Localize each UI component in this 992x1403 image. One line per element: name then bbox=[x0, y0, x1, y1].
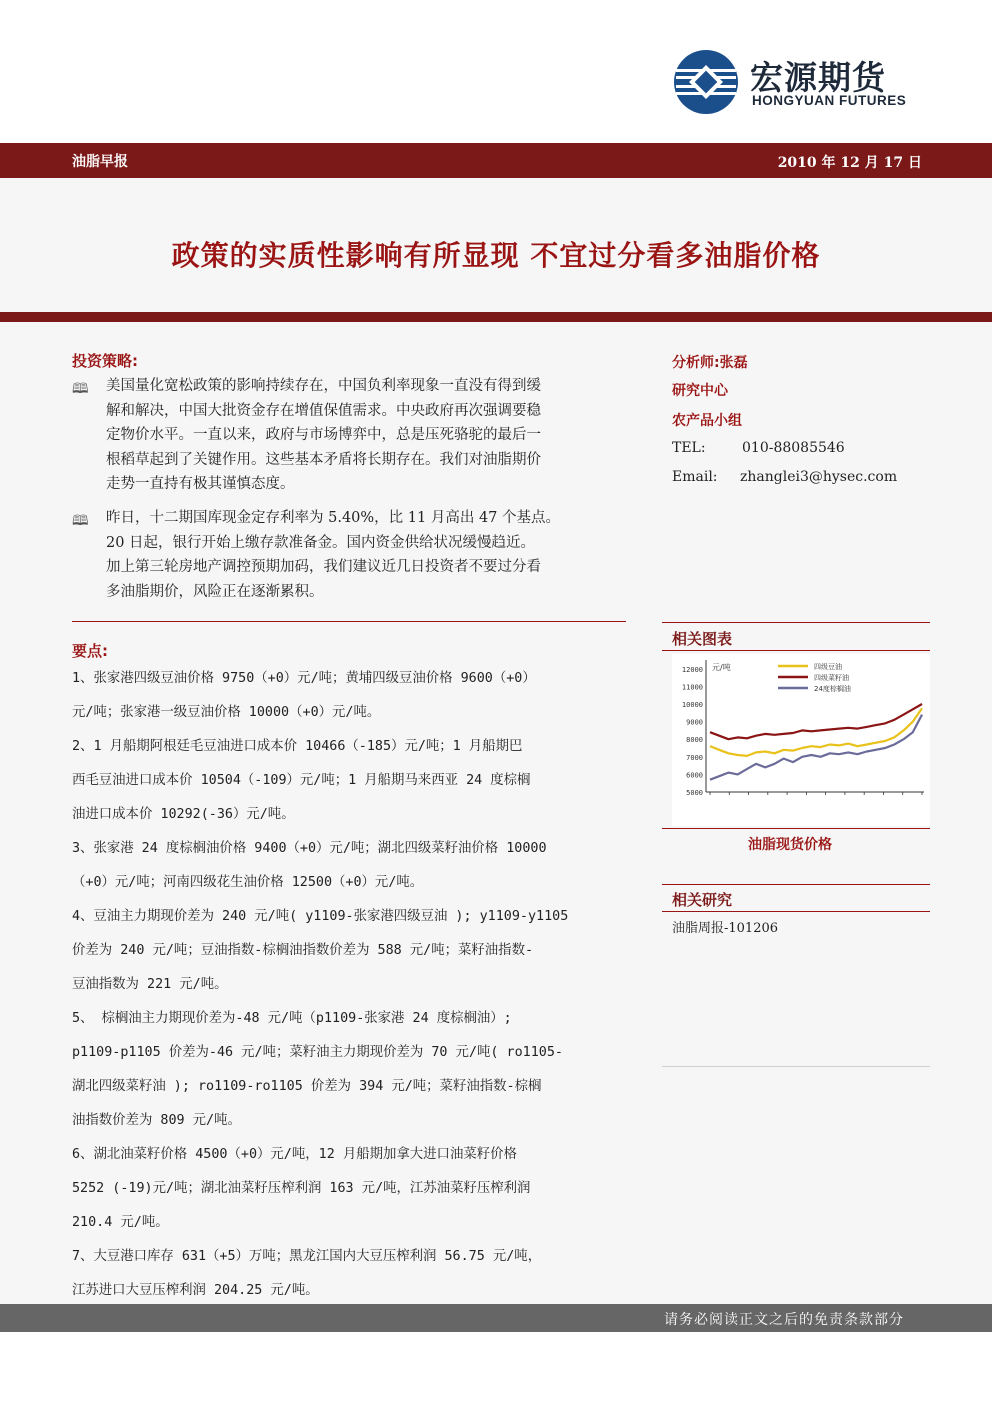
analyst-name: 分析师:张磊 bbox=[672, 355, 748, 371]
tel-label: TEL: bbox=[672, 440, 706, 456]
point-line: 4、豆油主力期现价差为 240 元/吨( y1109-张家港四级豆油 ); y1109-y1105 bbox=[72, 909, 569, 924]
chart-caption: 油脂现货价格 bbox=[748, 837, 832, 853]
price-chart bbox=[672, 654, 930, 826]
point-line: p1109-p1105 价差为-46 元/吨；菜籽油主力期现价差为 70 元/吨( ro1105- bbox=[72, 1045, 563, 1060]
point-line: （+0）元/吨；河南四级花生油价格 12500（+0）元/吨。 bbox=[72, 875, 424, 890]
point-line: 3、张家港 24 度棕榈油价格 9400（+0）元/吨；湖北四级菜籽油价格 10000 bbox=[72, 841, 547, 856]
chart-legend-label: 四级菜籽油 bbox=[814, 674, 849, 682]
chart-legend-label: 四级豆油 bbox=[814, 663, 842, 671]
strategy-heading: 投资策略: bbox=[72, 352, 138, 370]
report-date: 2010 年 12 月 17 日 bbox=[777, 155, 922, 171]
chart-y-tick-label: 9000 bbox=[686, 718, 703, 727]
strategy-line: 美国量化宽松政策的影响持续存在，中国负利率现象一直没有得到缓 bbox=[106, 378, 541, 394]
point-line: 210.4 元/吨。 bbox=[72, 1215, 169, 1230]
point-line: 江苏进口大豆压榨利润 204.25 元/吨。 bbox=[72, 1283, 319, 1298]
brand-name-cn: 宏源期货 bbox=[750, 58, 886, 97]
footer-band bbox=[0, 1304, 992, 1332]
related-chart-heading: 相关图表 bbox=[672, 630, 733, 648]
strategy-line: 根稻草起到了关键作用。这些基本矛盾将长期存在。我们对油脂期价 bbox=[106, 451, 541, 468]
hongyuan-logo-icon bbox=[672, 48, 742, 116]
strategy-bullet-1 bbox=[106, 374, 626, 497]
point-line: 5252 (-19)元/吨；湖北油菜籽压榨利润 163 元/吨，江苏油菜籽压榨利润 bbox=[72, 1181, 531, 1196]
chart-y-tick-label: 11000 bbox=[681, 683, 703, 692]
chart-y-tick-label: 6000 bbox=[686, 771, 703, 780]
research-heading-rule bbox=[662, 911, 930, 912]
strategy-bullet-2 bbox=[106, 506, 626, 604]
chart-y-tick-label: 7000 bbox=[686, 753, 703, 762]
research-link[interactable]: 油脂周报-101206 bbox=[672, 921, 779, 936]
strategy-line: 加上第三轮房地产调控预期加码，我们建议近几日投资者不要过分看 bbox=[106, 559, 541, 575]
chart-unit-label: 元/吨 bbox=[712, 663, 731, 672]
strategy-line: 多油脂期价，风险正在逐渐累积。 bbox=[106, 583, 324, 600]
related-research-heading: 相关研究 bbox=[672, 891, 733, 909]
chart-y-tick-label: 10000 bbox=[681, 701, 703, 709]
point-line: 西毛豆油进口成本价 10504（-109）元/吨；1 月船期马来西亚 24 度棕榈 bbox=[72, 773, 531, 788]
chart-y-tick-label: 5000 bbox=[686, 789, 703, 797]
point-line: 7、大豆港口库存 631（+5）万吨；黑龙江国内大豆压榨利润 56.75 元/吨， bbox=[72, 1249, 542, 1264]
email-link[interactable]: zhanglei3@hysec.com bbox=[740, 469, 898, 485]
brand-name-en: HONGYUAN FUTURES bbox=[752, 93, 907, 108]
disclaimer-notice: 请务必阅读正文之后的免责条款部分 bbox=[664, 1312, 904, 1328]
book-icon: 🕮︎ bbox=[72, 513, 89, 529]
book-icon: 🕮︎ bbox=[72, 381, 89, 397]
header-band bbox=[0, 143, 992, 178]
strategy-line: 定物价水平。一直以来，政府与市场博弈中，总是压死骆驼的最后一 bbox=[106, 427, 541, 443]
company-logo bbox=[672, 48, 912, 116]
strategy-line: 解和解决，中国大批资金存在增值保值需求。中央政府再次强调要稳 bbox=[106, 402, 541, 419]
point-line: 2、1 月船期阿根廷毛豆油进口成本价 10466（-185）元/吨；1 月船期巴 bbox=[72, 739, 523, 754]
section-divider bbox=[72, 621, 626, 622]
strategy-line: 昨日，十二期国库现金定存利率为 5.40%，比 11 月高出 47 个基点。 bbox=[106, 510, 561, 526]
chart-heading-rule bbox=[662, 650, 930, 651]
point-line: 豆油指数为 221 元/吨。 bbox=[72, 977, 228, 992]
tel-value: 010-88085546 bbox=[742, 440, 845, 456]
chart-series-line bbox=[710, 704, 922, 739]
strategy-line: 走势一直持有极其谨慎态度。 bbox=[106, 476, 295, 492]
research-bottom-rule bbox=[662, 1066, 930, 1067]
points-heading: 要点: bbox=[72, 642, 108, 660]
point-line: 6、湖北油菜籽价格 4500（+0）元/吨，12 月船期加拿大进口油菜籽价格 bbox=[72, 1147, 517, 1162]
chart-legend-label: 24度棕榈油 bbox=[814, 685, 851, 693]
point-line: 油指数价差为 809 元/吨。 bbox=[72, 1113, 241, 1128]
chart-series-line bbox=[710, 708, 922, 756]
page-title: 政策的实质性影响有所显现 不宜过分看多油脂价格 bbox=[171, 239, 821, 272]
research-top-rule bbox=[662, 884, 930, 885]
chart-y-tick-label: 8000 bbox=[686, 736, 703, 745]
analyst-dept: 研究中心 bbox=[672, 383, 728, 399]
point-line: 1、张家港四级豆油价格 9750（+0）元/吨；黄埔四级豆油价格 9600（+0） bbox=[72, 671, 536, 686]
title-rule bbox=[0, 312, 992, 322]
point-line: 油进口成本价 10292(-36）元/吨。 bbox=[72, 807, 295, 822]
point-line: 元/吨；张家港一级豆油价格 10000（+0）元/吨。 bbox=[72, 705, 381, 720]
point-line: 价差为 240 元/吨；豆油指数-棕榈油指数价差为 588 元/吨；菜籽油指数- bbox=[72, 943, 534, 958]
point-line: 湖北四级菜籽油 ); ro1109-ro1105 价差为 394 元/吨；菜籽油指数-棕榈 bbox=[72, 1079, 542, 1094]
price-chart-svg bbox=[672, 654, 930, 826]
strategy-line: 20 日起，银行开始上缴存款准备金。国内资金供给状况缓慢趋近。 bbox=[106, 534, 536, 551]
chart-y-tick-label: 12000 bbox=[681, 665, 703, 674]
email-label: Email: bbox=[672, 469, 718, 485]
analyst-group: 农产品小组 bbox=[672, 413, 742, 429]
report-category: 油脂早报 bbox=[72, 154, 128, 170]
chart-top-rule bbox=[662, 622, 930, 623]
chart-bottom-rule bbox=[662, 828, 930, 829]
title-area bbox=[0, 178, 992, 312]
points-list bbox=[72, 662, 632, 1308]
point-line: 5、 棕榈油主力期现价差为-48 元/吨（p1109-张家港 24 度棕榈油）; bbox=[72, 1011, 512, 1026]
